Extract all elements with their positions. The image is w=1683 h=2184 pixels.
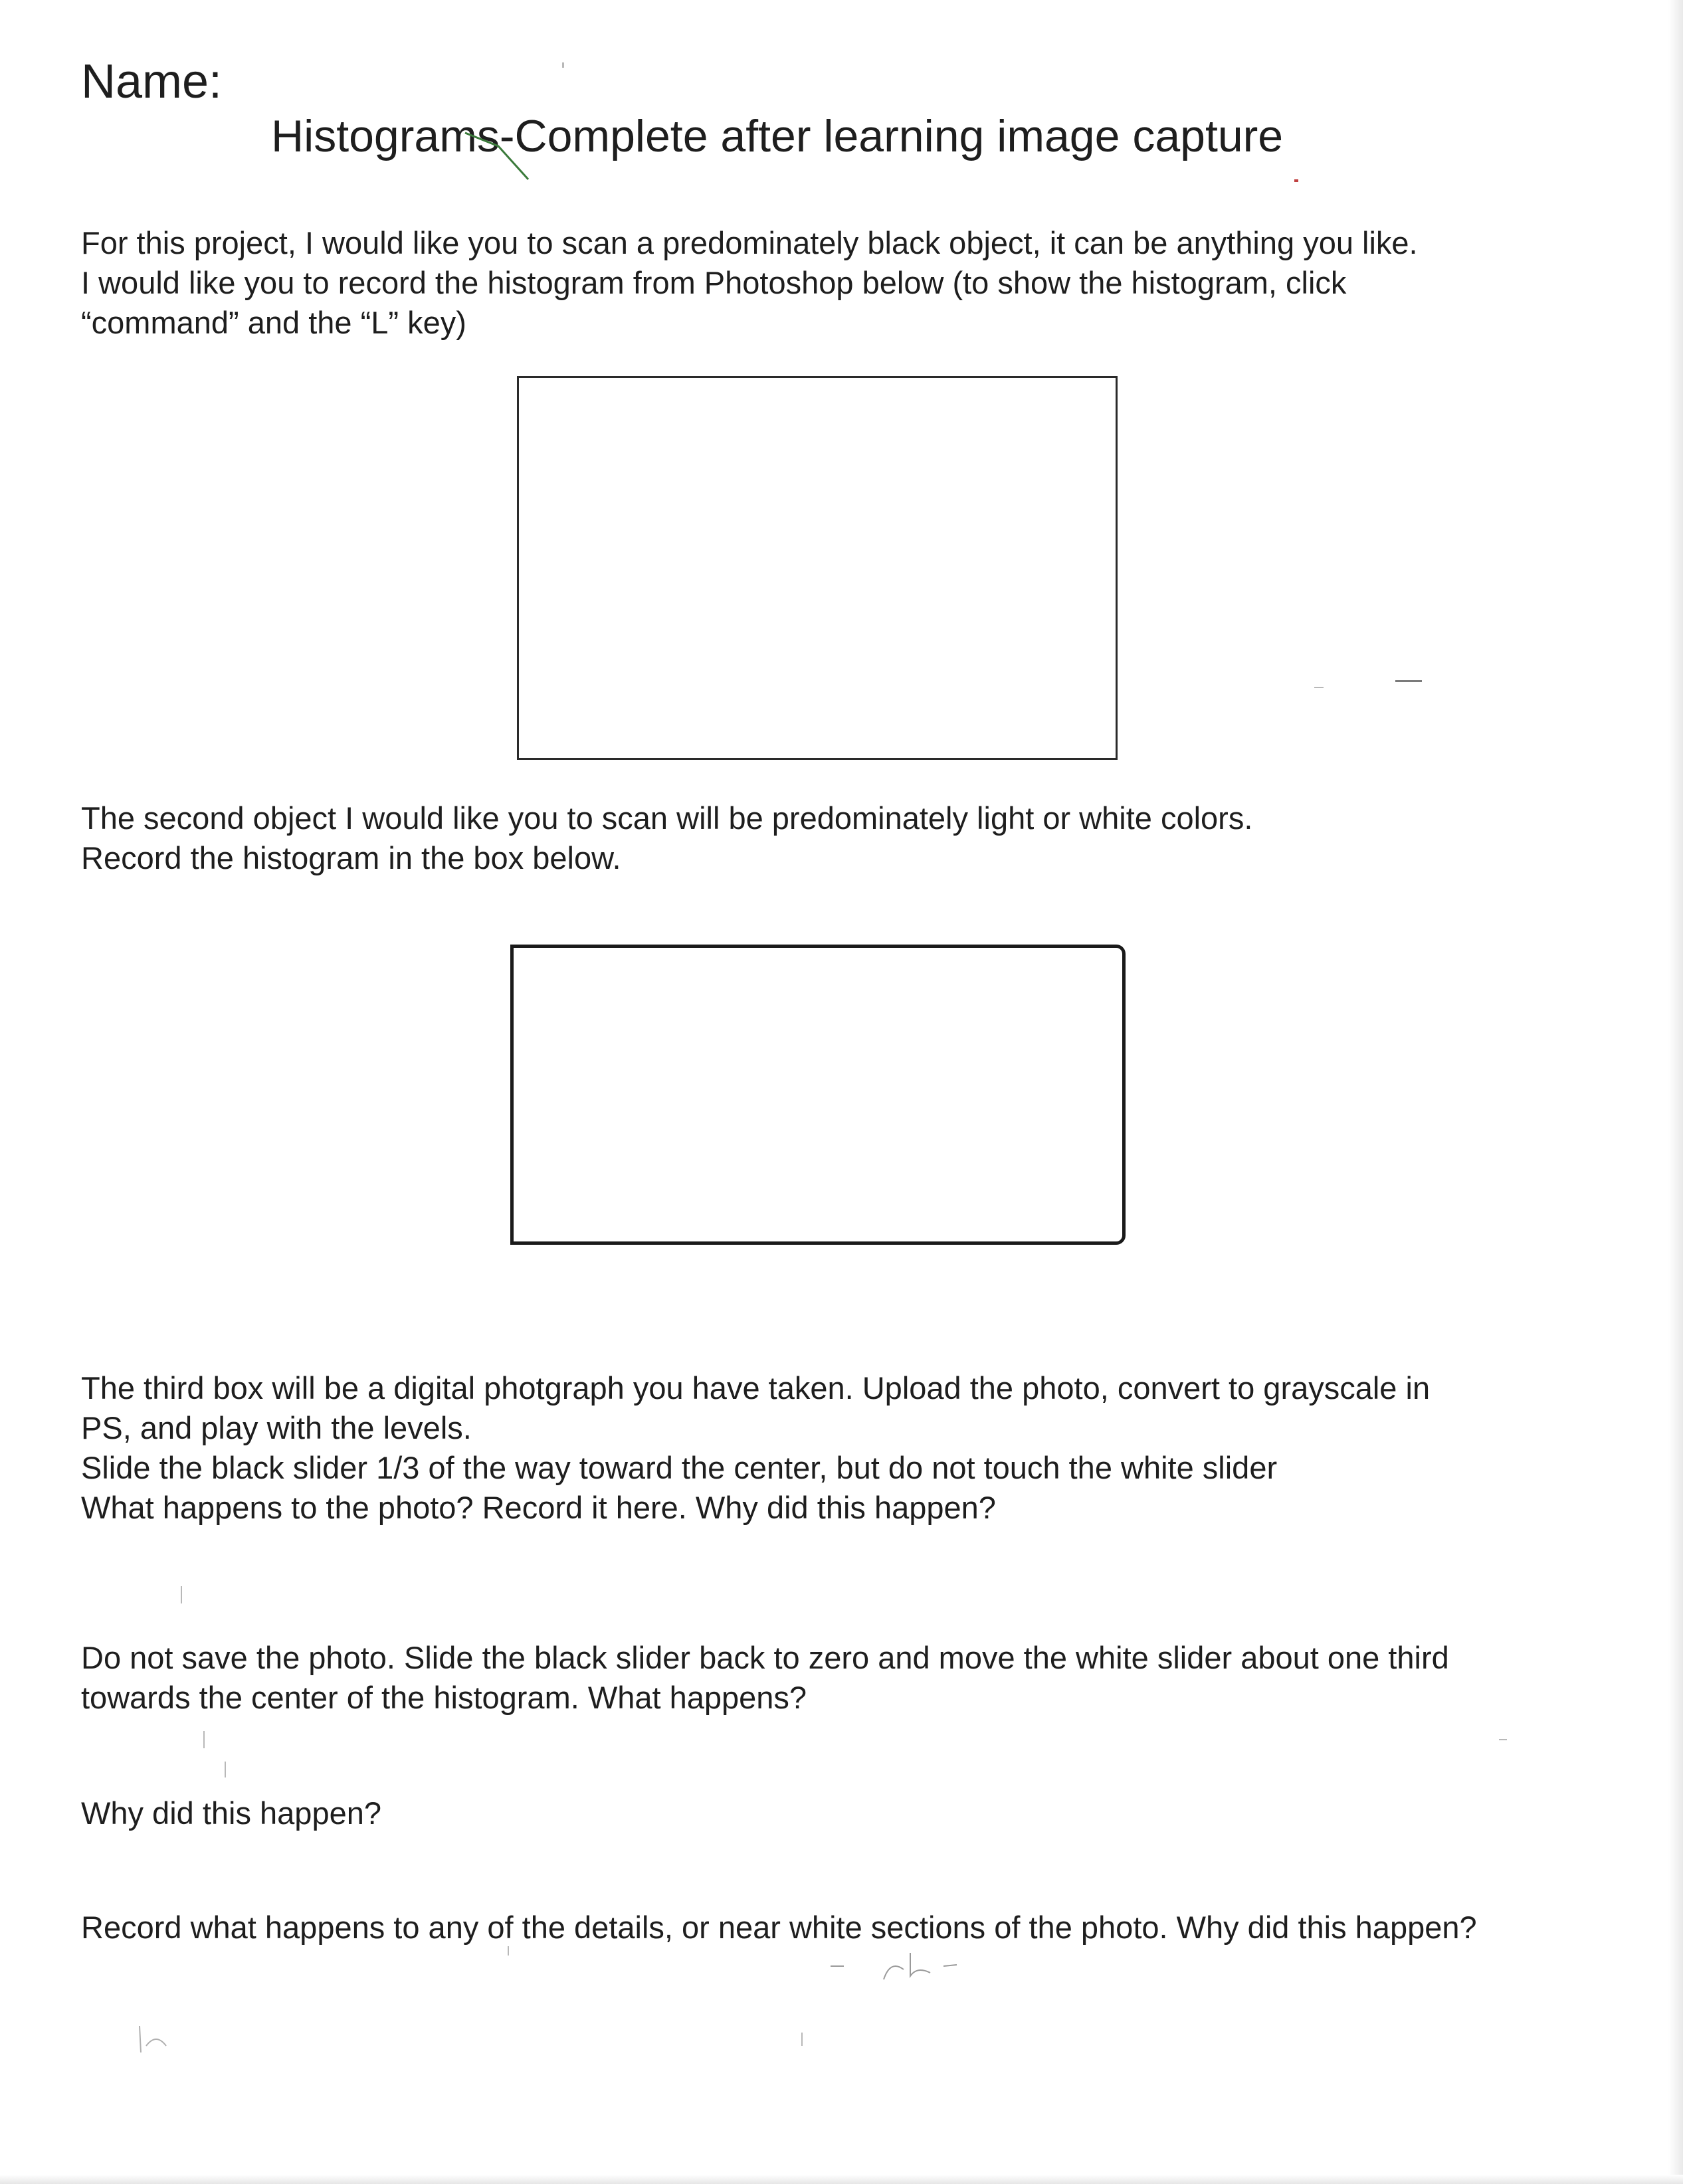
instructions-levels-line-1: The third box will be a digital photgraph you have taken. Upload the photo, convert to grayscale in [81, 1370, 1431, 1406]
scan-speck [1294, 179, 1298, 182]
question-details-near-white [81, 1908, 1477, 1948]
instructions-white-slider-line-1: Do not save the photo. Slide the black slider back to zero and move the white slider about one third [81, 1640, 1449, 1675]
question-why-happen-line-1: Why did this happen? [81, 1795, 382, 1831]
instructions-white-slider [81, 1638, 1449, 1718]
scan-speck [203, 1731, 205, 1748]
instructions-black-object-line-3: “command” and the “L” key) [81, 305, 466, 340]
scan-speck [801, 2033, 803, 2046]
scan-speck [225, 1762, 226, 1777]
instructions-levels-line-4: What happens to the photo? Record it here. Why did this happen? [81, 1490, 996, 1525]
scan-speck [181, 1586, 182, 1603]
scan-speck [1395, 680, 1422, 682]
instructions-levels-black-slider [81, 1368, 1430, 1528]
instructions-white-object-line-1: The second object I would like you to scan will be predominately light or white colors. [81, 800, 1253, 836]
name-label: Name: [81, 55, 223, 108]
instructions-white-object [81, 798, 1252, 878]
histogram-box-black-object [517, 376, 1118, 760]
page-title: Histograms-Complete after learning image capture [271, 111, 1284, 161]
scan-edge-bottom [0, 2175, 1683, 2184]
instructions-levels-line-2: PS, and play with the levels. [81, 1410, 472, 1445]
pencil-scribble-icon [824, 1940, 997, 1993]
scan-speck [1314, 687, 1324, 688]
histogram-box-white-object [510, 945, 1126, 1245]
instructions-black-object [81, 223, 1418, 343]
instructions-white-object-line-2: Record the histogram in the box below. [81, 840, 621, 875]
instructions-black-object-line-2: I would like you to record the histogram from Photoshop below (to show the histogram, click [81, 265, 1347, 300]
pencil-mark-icon [458, 120, 538, 186]
scan-edge-right [1668, 0, 1683, 2184]
scan-speck [562, 62, 564, 68]
instructions-black-object-line-1: For this project, I would like you to scan a predominately black object, it can be anything you like. [81, 225, 1418, 260]
question-details-line-1: Record what happens to any of the details, or near white sections of the photo. Why did this happen? [81, 1910, 1477, 1945]
pencil-scribble-icon [133, 2019, 186, 2059]
instructions-white-slider-line-2: towards the center of the histogram. What happens? [81, 1680, 807, 1715]
scan-speck [1499, 1739, 1507, 1740]
question-why-happen [81, 1793, 381, 1833]
instructions-levels-line-3: Slide the black slider 1/3 of the way toward the center, but do not touch the white slider [81, 1450, 1278, 1485]
scan-speck [508, 1946, 509, 1956]
